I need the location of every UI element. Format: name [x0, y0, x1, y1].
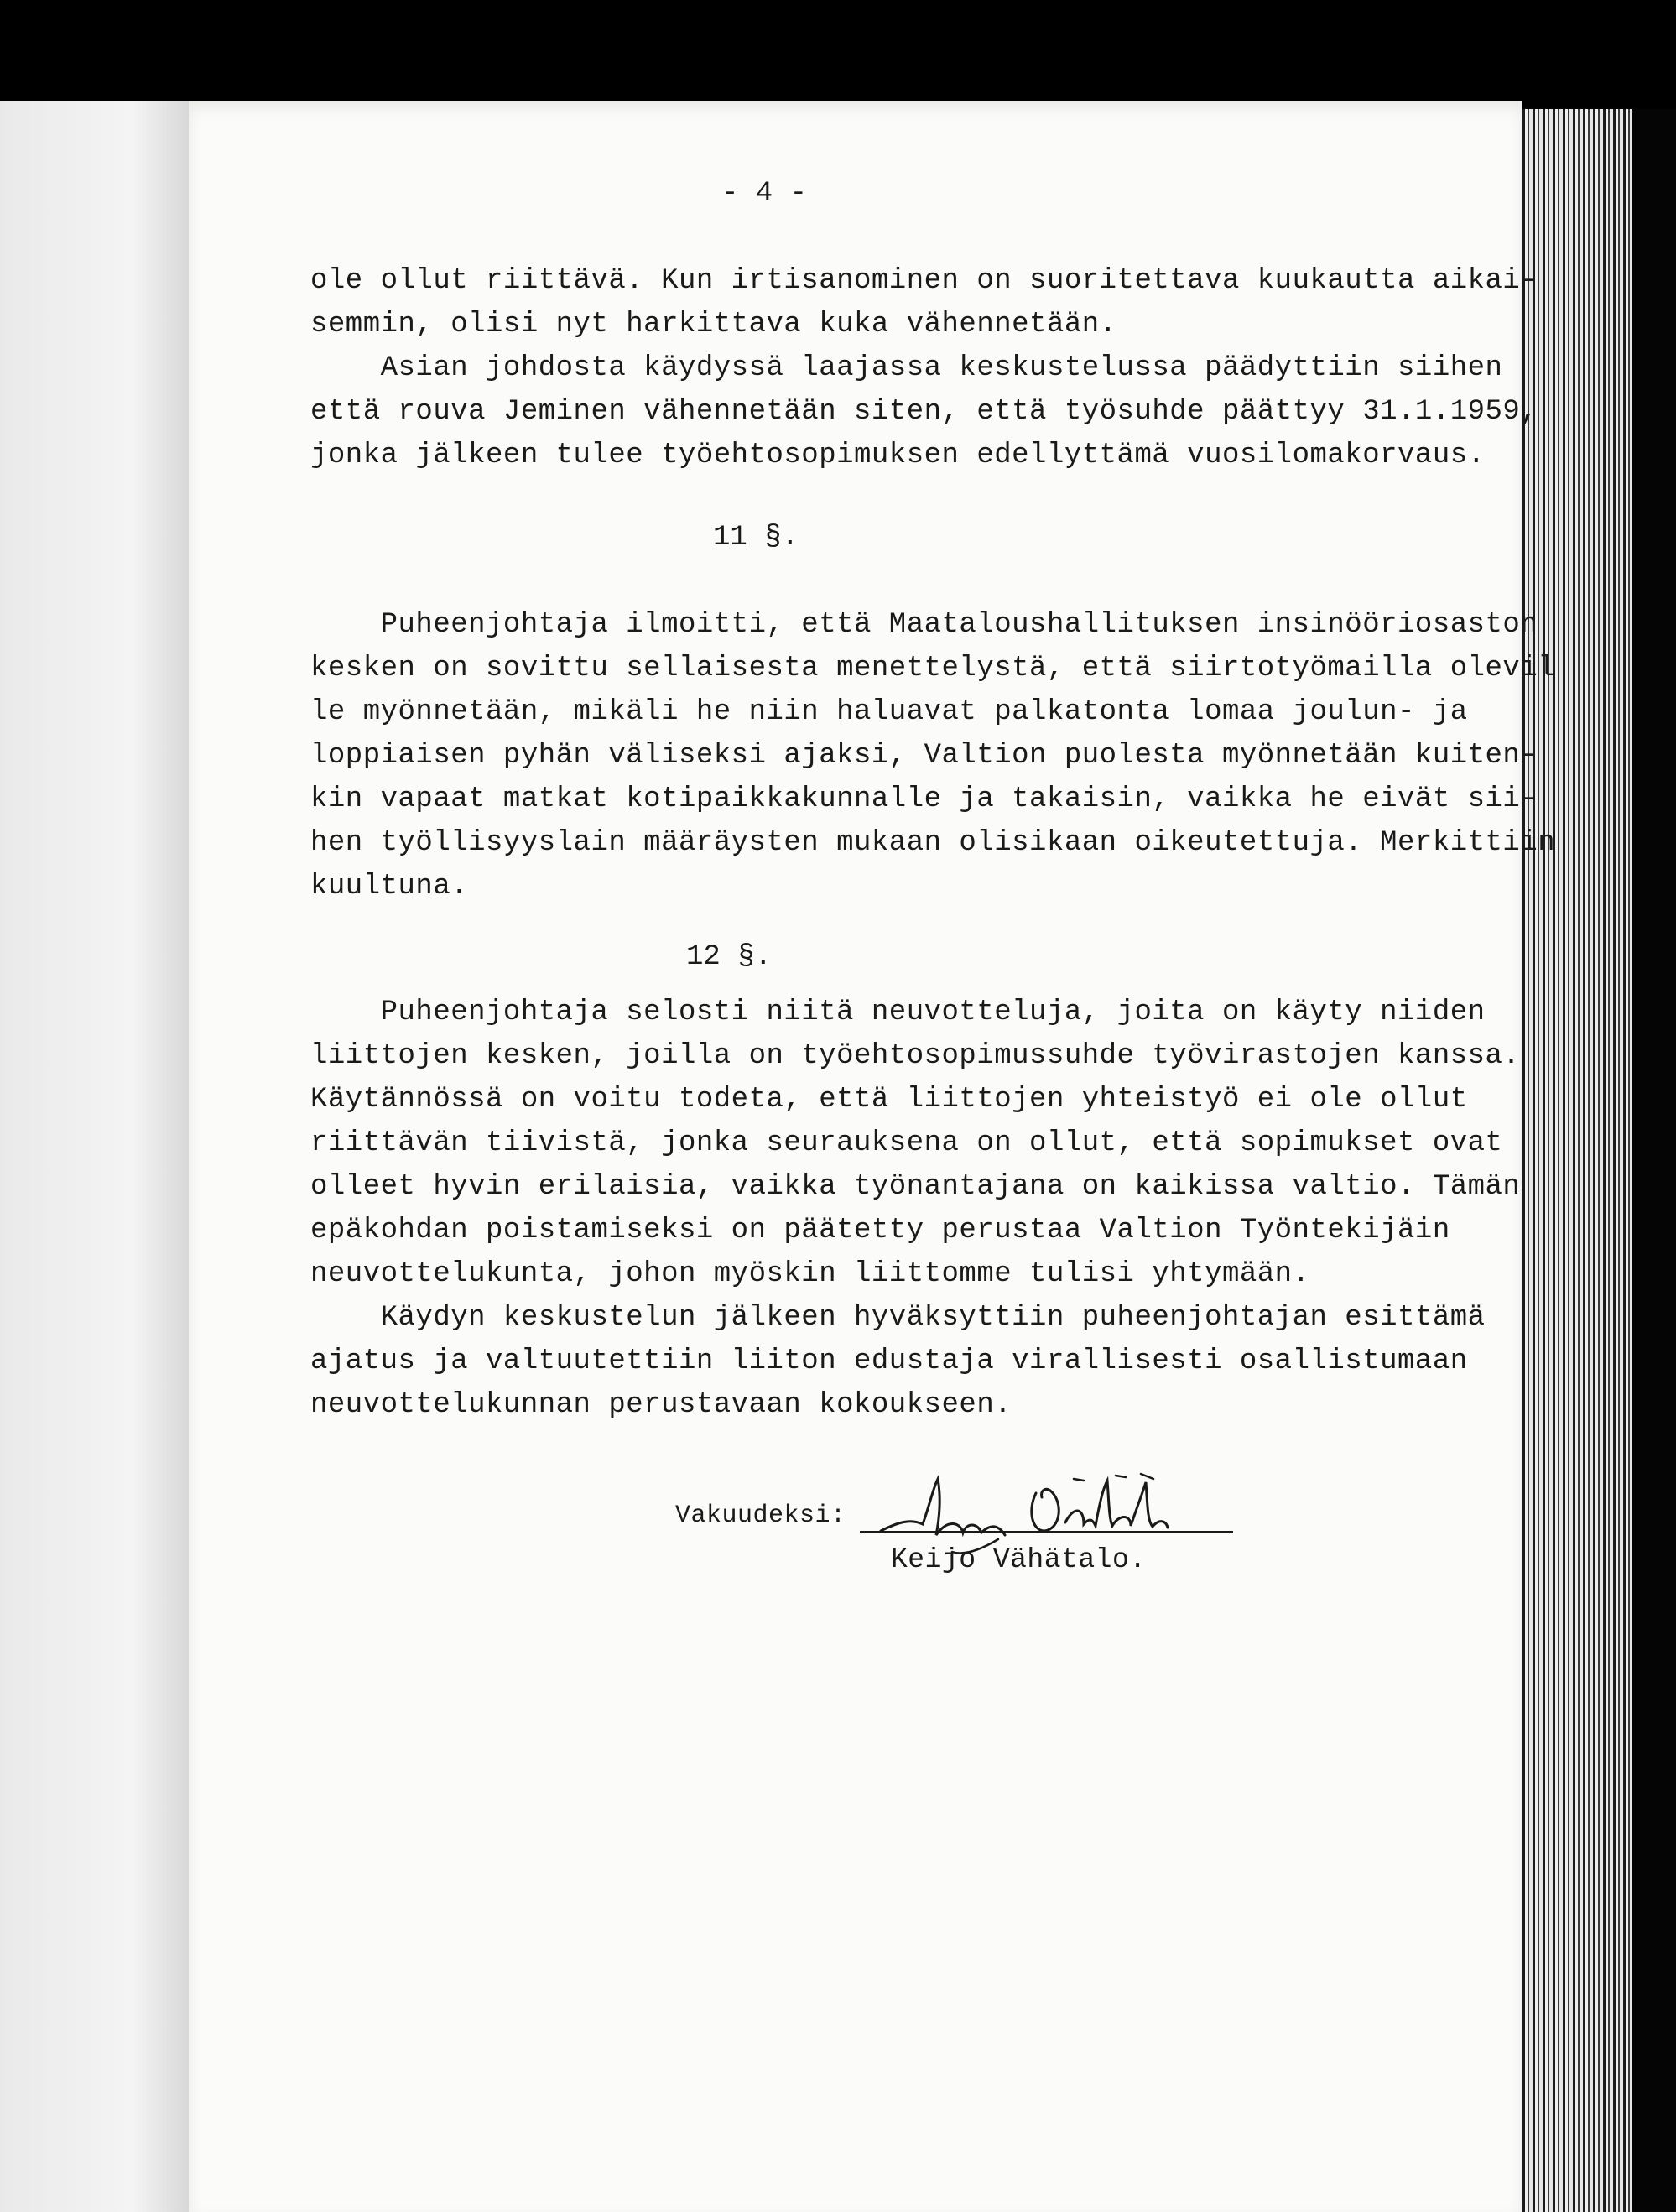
scan-shadow — [1632, 109, 1676, 2212]
page-stack-edge — [1522, 109, 1632, 2212]
previous-page-edge — [0, 101, 189, 2212]
text-line: liittojen kesken, joilla on työehtosopimussuhde työvirastojen kanssa. — [310, 1040, 1521, 1072]
text-line: kuultuna. — [310, 871, 469, 903]
text-line: ajatus ja valtuutettiin liiton edustaja virallisesti osallistumaan — [310, 1345, 1468, 1377]
section-heading-12: 12 §. — [686, 941, 773, 973]
text-line: kesken on sovittu sellaisesta menettelystä, että siirtotyömailla olevil — [310, 653, 1556, 684]
section-heading-11: 11 §. — [713, 522, 799, 554]
signature-label: Vakuudeksi: — [675, 1502, 846, 1530]
text-line: neuvottelukunta, johon myöskin liittomme tulisi yhtymään. — [310, 1258, 1310, 1290]
text-line: kin vapaat matkat kotipaikkakunnalle ja takaisin, vaikka he eivät sii- — [310, 783, 1538, 815]
text-line: ole ollut riittävä. Kun irtisanominen on suoritettava kuukautta aikai- — [310, 265, 1538, 297]
text-line: jonka jälkeen tulee työehtosopimuksen edellyttämä vuosilomakorvaus. — [310, 440, 1486, 471]
text-line: että rouva Jeminen vähennetään siten, että työsuhde päättyy 31.1.1959, — [310, 396, 1538, 428]
signer-name: Keijo Vähätalo. — [891, 1544, 1147, 1575]
text-line: Käydyn keskustelun jälkeen hyväksyttiin puheenjohtajan esittämä — [310, 1302, 1486, 1334]
text-line: epäkohdan poistamiseksi on päätetty perustaa Valtion Työntekijäin — [310, 1215, 1450, 1247]
page-number: - 4 - — [721, 178, 808, 210]
signature-line — [860, 1531, 1233, 1533]
text-line: Puheenjohtaja ilmoitti, että Maataloushallituksen insinööriosaston — [310, 609, 1538, 641]
text-line: neuvottelukunnan perustavaan kokoukseen. — [310, 1389, 1012, 1421]
text-line: olleet hyvin erilaisia, vaikka työnantajana on kaikissa valtio. Tämän — [310, 1171, 1521, 1203]
text-line: Puheenjohtaja selosti niitä neuvotteluja, joita on käyty niiden — [310, 997, 1486, 1028]
text-line: semmin, olisi nyt harkittava kuka vähennetään. — [310, 309, 1117, 341]
text-line: le myönnetään, mikäli he niin haluavat palkatonta lomaa joulun- ja — [310, 696, 1468, 728]
text-line: hen työllisyyslain määräysten mukaan olisikaan oikeutettuja. Merkittiin — [310, 827, 1556, 859]
text-line: Asian johdosta käydyssä laajassa keskustelussa päädyttiin siihen — [310, 352, 1503, 384]
text-line: Käytännössä on voitu todeta, että liittojen yhteistyö ei ole ollut — [310, 1084, 1468, 1116]
text-line: riittävän tiivistä, jonka seurauksena on ollut, että sopimukset ovat — [310, 1127, 1503, 1159]
text-line: loppiaisen pyhän väliseksi ajaksi, Valtion puolesta myönnetään kuiten- — [310, 740, 1538, 772]
